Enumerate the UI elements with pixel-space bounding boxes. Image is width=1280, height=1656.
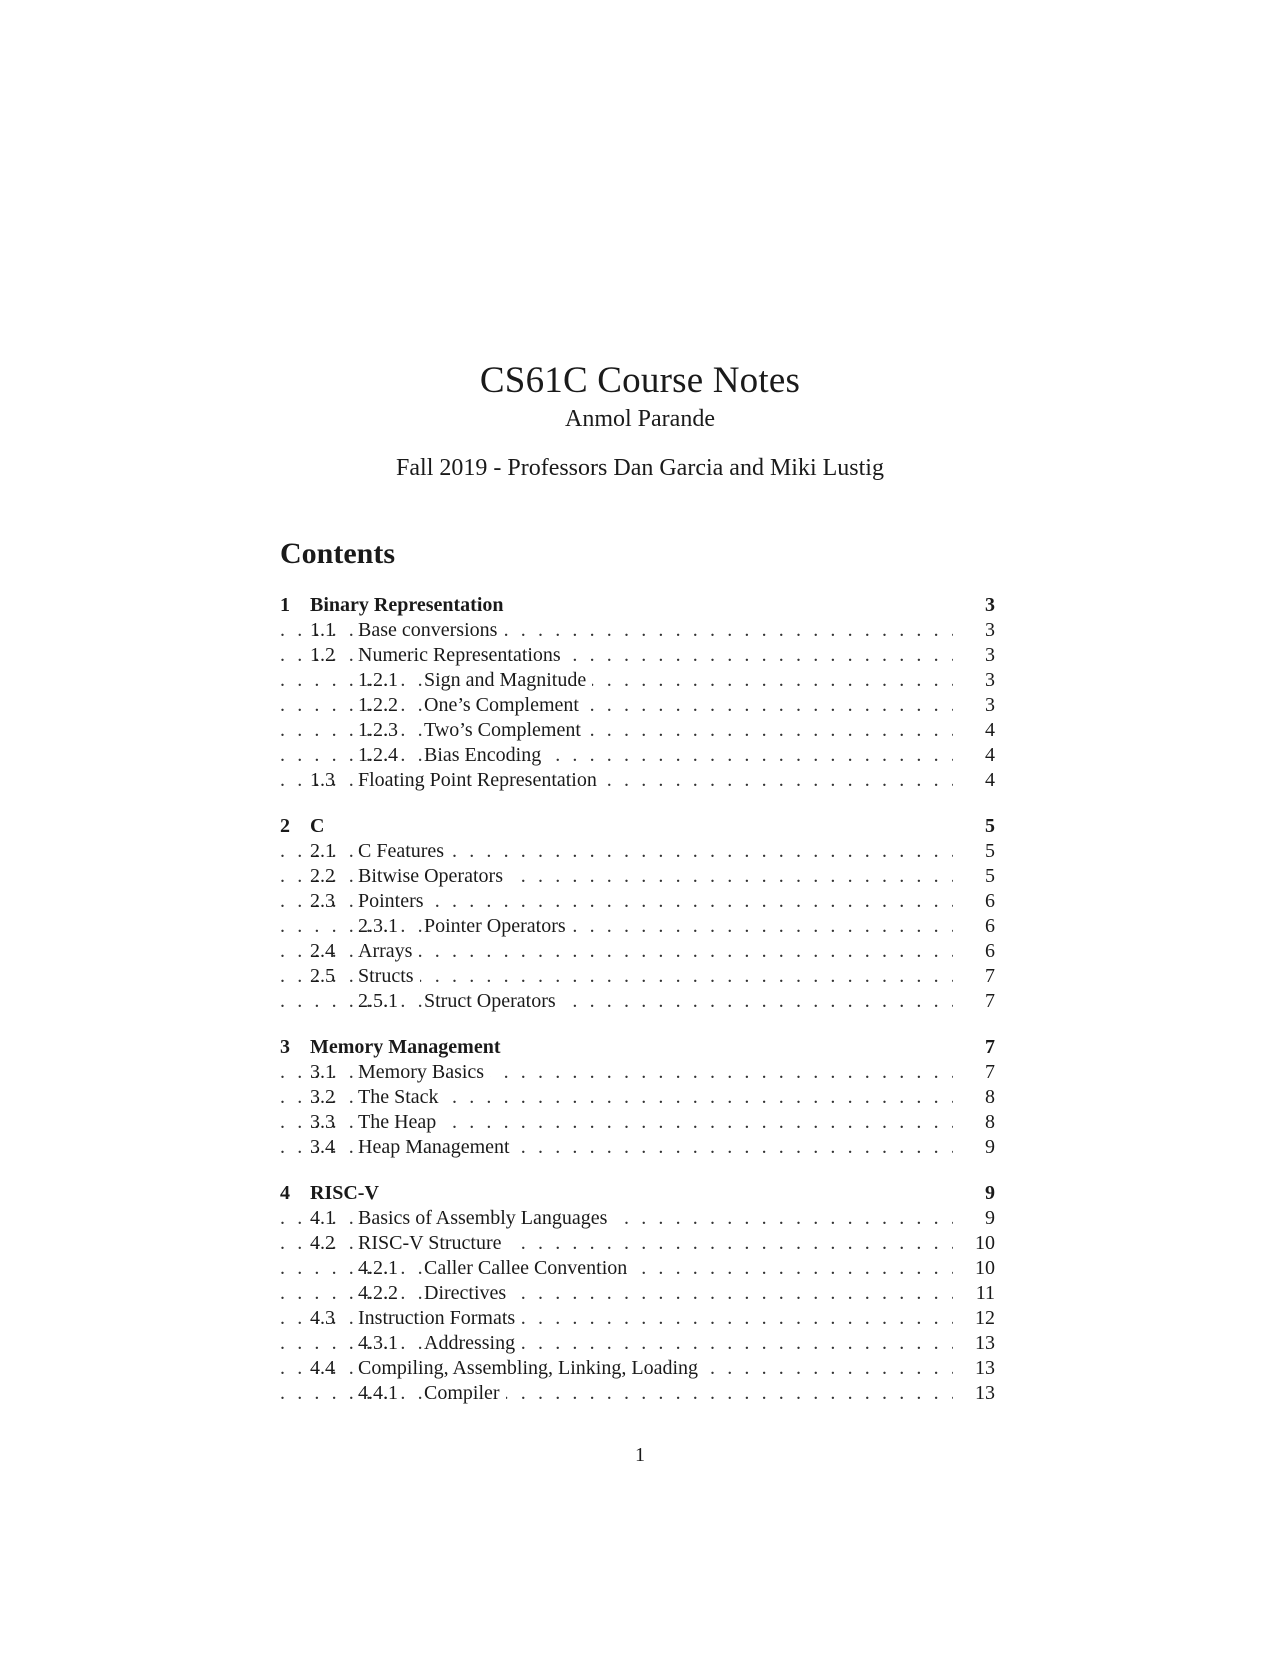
- toc-entry-section[interactable]: [280, 1231, 995, 1256]
- toc-entry-number: 3.3: [310, 1111, 335, 1133]
- toc-entry-page[interactable]: 5: [981, 814, 995, 839]
- table-of-contents: [280, 593, 995, 1406]
- toc-entry-number: 2.4: [310, 940, 335, 962]
- toc-entry-number: 2.3.1: [358, 915, 398, 937]
- toc-entry-number: 1.2.1: [358, 669, 398, 691]
- toc-entry-title[interactable]: Compiling, Assembling, Linking, Loading: [358, 1356, 704, 1381]
- toc-entry-page[interactable]: 5: [981, 839, 995, 864]
- toc-entry-page[interactable]: 8: [981, 1085, 995, 1110]
- toc-entry-subsection[interactable]: [280, 743, 995, 768]
- toc-entry-number: 4.3: [310, 1307, 335, 1329]
- toc-entry-section[interactable]: [280, 839, 995, 864]
- toc-entry-page[interactable]: 6: [981, 889, 995, 914]
- toc-entry-number: 4.4.1: [358, 1382, 398, 1404]
- toc-entry-number: 2.1: [310, 840, 335, 862]
- toc-entry-page[interactable]: 13: [971, 1331, 995, 1356]
- toc-entry-number: 3.4: [310, 1136, 335, 1158]
- toc-entry-subsection[interactable]: [280, 989, 995, 1014]
- toc-entry-chapter[interactable]: [280, 593, 995, 618]
- document-date-line: Fall 2019 - Professors Dan Garcia and Miki Lustig: [396, 455, 884, 481]
- toc-entry-title[interactable]: Bitwise Operators: [358, 864, 509, 889]
- toc-entry-title[interactable]: Basics of Assembly Languages: [358, 1206, 613, 1231]
- toc-entry-page[interactable]: 7: [981, 1035, 995, 1060]
- toc-entry-title[interactable]: C: [310, 814, 330, 839]
- toc-entry-title[interactable]: RISC-V: [310, 1181, 385, 1206]
- toc-entry-number: 4: [280, 1182, 290, 1204]
- toc-entry-number: 4.1: [310, 1207, 335, 1229]
- toc-entry-page[interactable]: 7: [981, 964, 995, 989]
- toc-entry-page[interactable]: 6: [981, 914, 995, 939]
- toc-entry-title[interactable]: Structs: [358, 964, 420, 989]
- toc-entry-number: 3.2: [310, 1086, 335, 1108]
- toc-entry-title[interactable]: C Features: [358, 839, 450, 864]
- toc-entry-section[interactable]: [280, 1060, 995, 1085]
- toc-entry-title[interactable]: Addressing: [424, 1331, 521, 1356]
- toc-entry-page[interactable]: 8: [981, 1110, 995, 1135]
- toc-entry-section[interactable]: [280, 618, 995, 643]
- toc-entry-section[interactable]: [280, 939, 995, 964]
- toc-entry-page[interactable]: 5: [981, 864, 995, 889]
- document-title: CS61C Course Notes: [479, 359, 801, 401]
- document-author: Anmol Parande: [565, 406, 715, 432]
- toc-entry-page[interactable]: 3: [981, 593, 995, 618]
- toc-entry-section[interactable]: [280, 768, 995, 793]
- toc-entry-number: 4.2.1: [358, 1257, 398, 1279]
- toc-entry-page[interactable]: 3: [981, 693, 995, 718]
- toc-entry-page[interactable]: 9: [981, 1206, 995, 1231]
- toc-entry-number: 4.2: [310, 1232, 335, 1254]
- toc-entry-page[interactable]: 3: [981, 643, 995, 668]
- toc-entry-title[interactable]: Pointers: [358, 889, 430, 914]
- toc-entry-subsection[interactable]: [280, 668, 995, 693]
- toc-entry-section[interactable]: [280, 1085, 995, 1110]
- toc-entry-page[interactable]: 11: [972, 1281, 995, 1306]
- toc-entry-page[interactable]: 4: [981, 743, 995, 768]
- toc-entry-title[interactable]: Numeric Representations: [358, 643, 567, 668]
- toc-entry-number: 1.2.4: [358, 744, 398, 766]
- toc-entry-section[interactable]: [280, 643, 995, 668]
- toc-entry-title[interactable]: One’s Complement: [424, 693, 585, 718]
- toc-entry-title[interactable]: Sign and Magnitude: [424, 668, 592, 693]
- toc-entry-section[interactable]: [280, 1110, 995, 1135]
- toc-entry-page[interactable]: 13: [971, 1356, 995, 1381]
- toc-entry-number: 3: [280, 1036, 290, 1058]
- toc-entry-title[interactable]: Compiler: [424, 1381, 506, 1406]
- toc-entry-number: 2.5: [310, 965, 335, 987]
- toc-entry-number: 4.3.1: [358, 1332, 398, 1354]
- toc-entry-title[interactable]: Memory Management: [310, 1035, 507, 1060]
- toc-entry-number: 2: [280, 815, 290, 837]
- toc-entry-page[interactable]: 7: [981, 989, 995, 1014]
- toc-entry-chapter[interactable]: [280, 1035, 995, 1060]
- toc-entry-section[interactable]: [280, 889, 995, 914]
- toc-entry-chapter[interactable]: [280, 814, 995, 839]
- toc-entry-number: 2.3: [310, 890, 335, 912]
- toc-entry-title[interactable]: The Stack: [358, 1085, 445, 1110]
- toc-entry-section[interactable]: [280, 864, 995, 889]
- toc-entry-page[interactable]: 4: [981, 768, 995, 793]
- toc-entry-subsection[interactable]: [280, 1381, 995, 1406]
- toc-entry-subsection[interactable]: [280, 1256, 995, 1281]
- toc-entry-number: 1.3: [310, 769, 335, 791]
- toc-entry-chapter[interactable]: [280, 1181, 995, 1206]
- toc-entry-title[interactable]: Pointer Operators: [424, 914, 572, 939]
- toc-entry-number: 4.4: [310, 1357, 335, 1379]
- page-number: 1: [635, 1444, 645, 1466]
- toc-entry-title[interactable]: Two’s Complement: [424, 718, 587, 743]
- toc-entry-page[interactable]: 4: [981, 718, 995, 743]
- toc-entry-subsection[interactable]: [280, 1281, 995, 1306]
- toc-entry-subsection[interactable]: [280, 718, 995, 743]
- toc-entry-title[interactable]: Floating Point Representation: [358, 768, 603, 793]
- toc-entry-page[interactable]: 3: [981, 618, 995, 643]
- toc-entry-subsection[interactable]: [280, 914, 995, 939]
- toc-entry-section[interactable]: [280, 1206, 995, 1231]
- toc-entry-title[interactable]: Heap Management: [358, 1135, 516, 1160]
- toc-entry-page[interactable]: 9: [981, 1135, 995, 1160]
- toc-entry-title[interactable]: Bias Encoding: [424, 743, 547, 768]
- toc-entry-title[interactable]: Directives: [424, 1281, 512, 1306]
- toc-entry-number: 2.2: [310, 865, 335, 887]
- toc-entry-title[interactable]: The Heap: [358, 1110, 442, 1135]
- toc-entry-section[interactable]: [280, 1306, 995, 1331]
- toc-entry-title[interactable]: Arrays: [358, 939, 418, 964]
- toc-entry-title[interactable]: Caller Callee Convention: [424, 1256, 633, 1281]
- toc-entry-title[interactable]: Struct Operators: [424, 989, 562, 1014]
- contents-heading: Contents: [280, 537, 396, 570]
- toc-entry-subsection[interactable]: [280, 693, 995, 718]
- toc-entry-number: 2.5.1: [358, 990, 398, 1012]
- toc-entry-title[interactable]: Binary Representation: [310, 593, 510, 618]
- toc-entry-number: 3.1: [310, 1061, 335, 1083]
- toc-entry-page[interactable]: 12: [971, 1306, 995, 1331]
- toc-entry-number: 1.1: [310, 619, 335, 641]
- toc-entry-page[interactable]: 10: [971, 1231, 995, 1256]
- toc-entry-number: 1.2.2: [358, 694, 398, 716]
- toc-entry-title[interactable]: Base conversions: [358, 618, 503, 643]
- toc-entry-section[interactable]: [280, 964, 995, 989]
- toc-entry-title[interactable]: Memory Basics: [358, 1060, 490, 1085]
- toc-entry-section[interactable]: [280, 1135, 995, 1160]
- toc-entry-number: 1.2.3: [358, 719, 398, 741]
- toc-entry-title[interactable]: Instruction Formats: [358, 1306, 521, 1331]
- toc-entry-number: 1: [280, 594, 290, 616]
- toc-entry-section[interactable]: [280, 1356, 995, 1381]
- toc-entry-title[interactable]: RISC-V Structure: [358, 1231, 508, 1256]
- toc-entry-page[interactable]: 13: [971, 1381, 995, 1406]
- toc-entry-page[interactable]: 6: [981, 939, 995, 964]
- toc-entry-number: 1.2: [310, 644, 335, 666]
- toc-entry-number: 4.2.2: [358, 1282, 398, 1304]
- toc-entry-page[interactable]: 9: [981, 1181, 995, 1206]
- toc-entry-subsection[interactable]: [280, 1331, 995, 1356]
- toc-entry-page[interactable]: 3: [981, 668, 995, 693]
- toc-entry-page[interactable]: 7: [981, 1060, 995, 1085]
- toc-entry-page[interactable]: 10: [971, 1256, 995, 1281]
